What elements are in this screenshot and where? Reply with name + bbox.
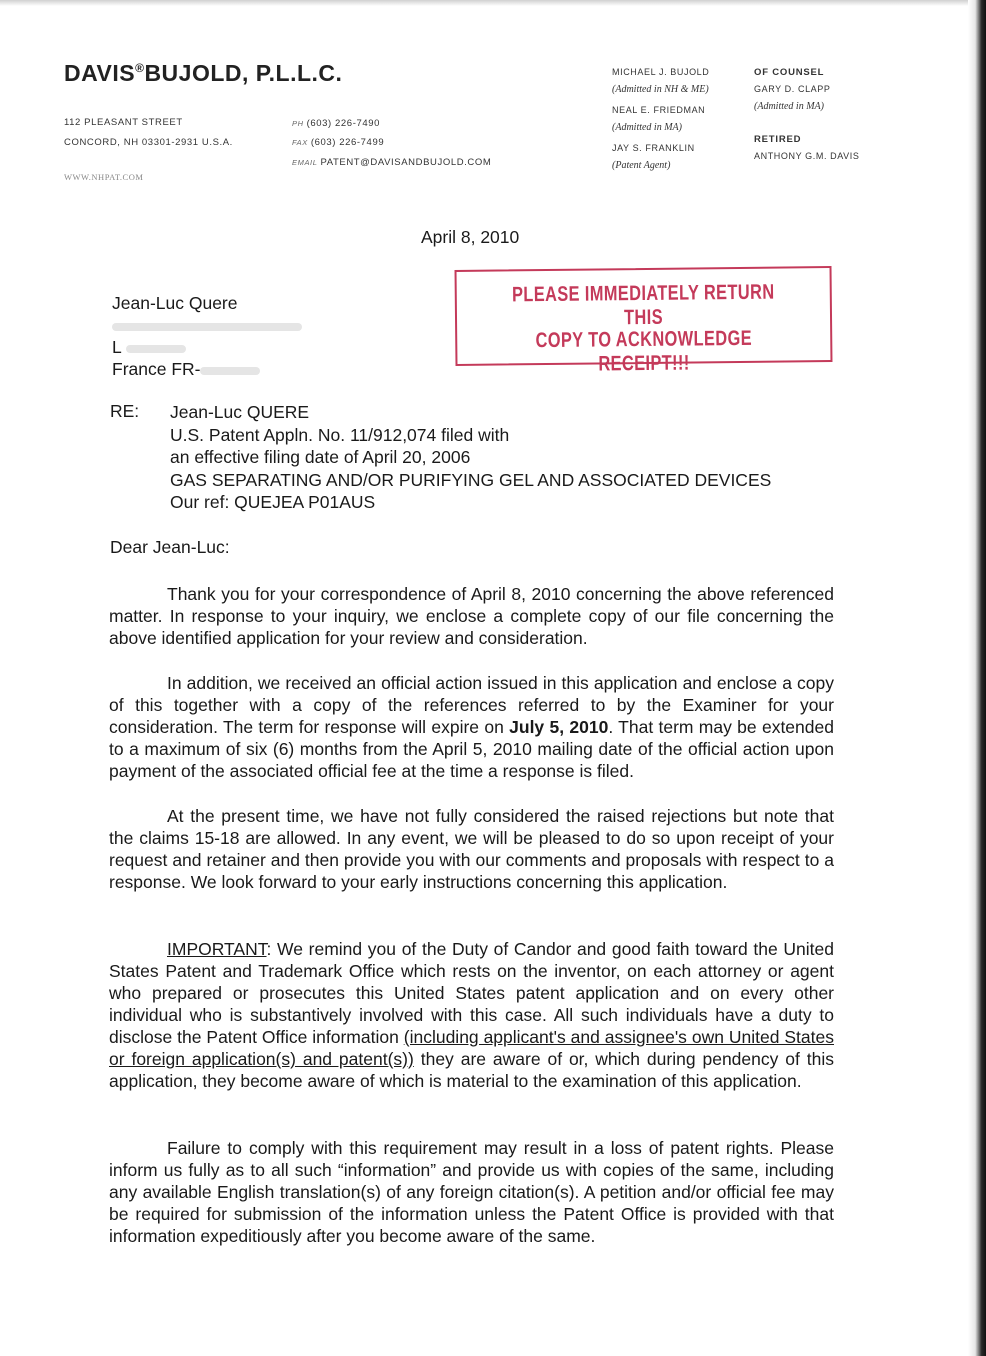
attorney-list bbox=[612, 67, 709, 177]
paragraph-5: Failure to comply with this requirement may result in a loss of patent rights. Please inform us fully as to all such “information” and provide us with copies of the same, including any available English translation(s) of any foreign citation(s). A petition and/or official fee may be required for submission of the information unless the Patent Office is provided with that information expeditiously after you become aware of the same. bbox=[109, 1138, 834, 1246]
attorney-name: NEAL E. FRIEDMAN bbox=[612, 105, 706, 115]
paragraph-3: At the present time, we have not fully considered the raised rejections but note that the claims 15-18 are allowed. In any event, we will be pleased to do so upon receipt of your request and retainer and then provide you with our comments and proposals with respect to a response. We look forward to your early instructions concerning this application. bbox=[109, 806, 834, 892]
attorney-role: (Admitted in NH & ME) bbox=[612, 84, 709, 95]
letter-date: April 8, 2010 bbox=[421, 227, 520, 247]
redacted-line bbox=[112, 323, 302, 331]
re-line: Our ref: QUEJEA P01AUS bbox=[170, 492, 376, 512]
firm-street: 112 PLEASANT STREET bbox=[64, 117, 183, 128]
re-line: an effective filing date of April 20, 2006 bbox=[170, 447, 471, 467]
redacted-line bbox=[126, 345, 186, 353]
recipient-line3: L bbox=[112, 337, 122, 357]
attorney-role: (Patent Agent) bbox=[612, 160, 671, 171]
of-counsel-name: GARY D. CLAPP bbox=[754, 84, 831, 94]
re-line: U.S. Patent Appln. No. 11/912,074 filed with bbox=[170, 424, 510, 445]
attorney-role: (Admitted in MA) bbox=[612, 122, 682, 133]
re-block bbox=[170, 401, 771, 514]
scan-right-edge bbox=[968, 0, 986, 1356]
disclosure-scope: (including applicant's and assignee's own United States or foreign application(s) and patent(s)) bbox=[109, 1027, 834, 1069]
re-line: Jean-Luc QUERE bbox=[170, 402, 310, 422]
of-counsel-role: (Admitted in MA) bbox=[754, 101, 824, 112]
paragraph-1: Thank you for your correspondence of April 8, 2010 concerning the above referenced matter. In response to your inquiry, we enclose a complete copy of our file concerning the above identified application for your review and consideration. bbox=[109, 584, 834, 648]
scan-top-edge bbox=[0, 0, 986, 6]
firm-phone: PH (603) 226-7490 bbox=[292, 118, 380, 129]
attorney-name: JAY S. FRANKLIN bbox=[612, 143, 695, 153]
re-label: RE: bbox=[110, 401, 140, 421]
registered-mark: ® bbox=[135, 61, 145, 75]
retired-name: ANTHONY G.M. DAVIS bbox=[754, 151, 860, 161]
recipient-name: Jean-Luc Quere bbox=[112, 293, 238, 313]
redacted-postcode bbox=[200, 367, 260, 375]
paragraph-2: In addition, we received an official action issued in this application and enclose a copy of this together with a copy of the references referred to by the Examiner for your consideration. The term for response will expire on July 5, 2010. That term may be extended to a maximum of six (6) months from the April 5, 2010 mailing date of the official action upon payment of the associated official fee at the time a response is filed. bbox=[109, 673, 834, 781]
firm-website: WWW.NHPAT.COM bbox=[64, 172, 144, 182]
firm-fax: FAX (603) 226-7499 bbox=[292, 137, 385, 148]
of-counsel-header: OF COUNSEL bbox=[754, 67, 825, 78]
firm-city: CONCORD, NH 03301-2931 U.S.A. bbox=[64, 137, 233, 148]
recipient-country: France FR- bbox=[112, 359, 201, 379]
re-line: GAS SEPARATING AND/OR PURIFYING GEL AND ASSOCIATED DEVICES bbox=[170, 469, 772, 490]
response-deadline: July 5, 2010 bbox=[509, 717, 609, 737]
recipient-address bbox=[112, 292, 302, 380]
firm-name: DAVIS®BUJOLD, P.L.L.C. bbox=[64, 60, 343, 86]
stamp-line-2: COPY TO ACKNOWLEDGE RECEIPT!!! bbox=[535, 326, 753, 376]
attorney-name: MICHAEL J. BUJOLD bbox=[612, 67, 710, 77]
retired-header: RETIRED bbox=[754, 134, 802, 145]
acknowledgement-stamp bbox=[455, 266, 833, 376]
salutation: Dear Jean-Luc: bbox=[110, 537, 230, 557]
important-label: IMPORTANT bbox=[167, 939, 267, 959]
firm-email: EMAIL PATENT@DAVISANDBUJOLD.COM bbox=[292, 157, 492, 168]
paragraph-4: IMPORTANT: We remind you of the Duty of Candor and good faith toward the United States Patent and Trademark Office which rests on the inventor, on each attorney or agent who prepared or prosecutes this United States patent application and on every other individual who is substantively involved with this case. All such individuals have a duty to disclose the Patent Office information (including applicant's and assignee's own United States or foreign application(s) and patent(s)) they are aware of or, which during pendency of this application, they become aware of which is material to the examination of this application. bbox=[109, 939, 834, 1091]
of-counsel-column bbox=[754, 67, 859, 168]
stamp-line-1: PLEASE IMMEDIATELY RETURN THIS bbox=[511, 280, 775, 330]
